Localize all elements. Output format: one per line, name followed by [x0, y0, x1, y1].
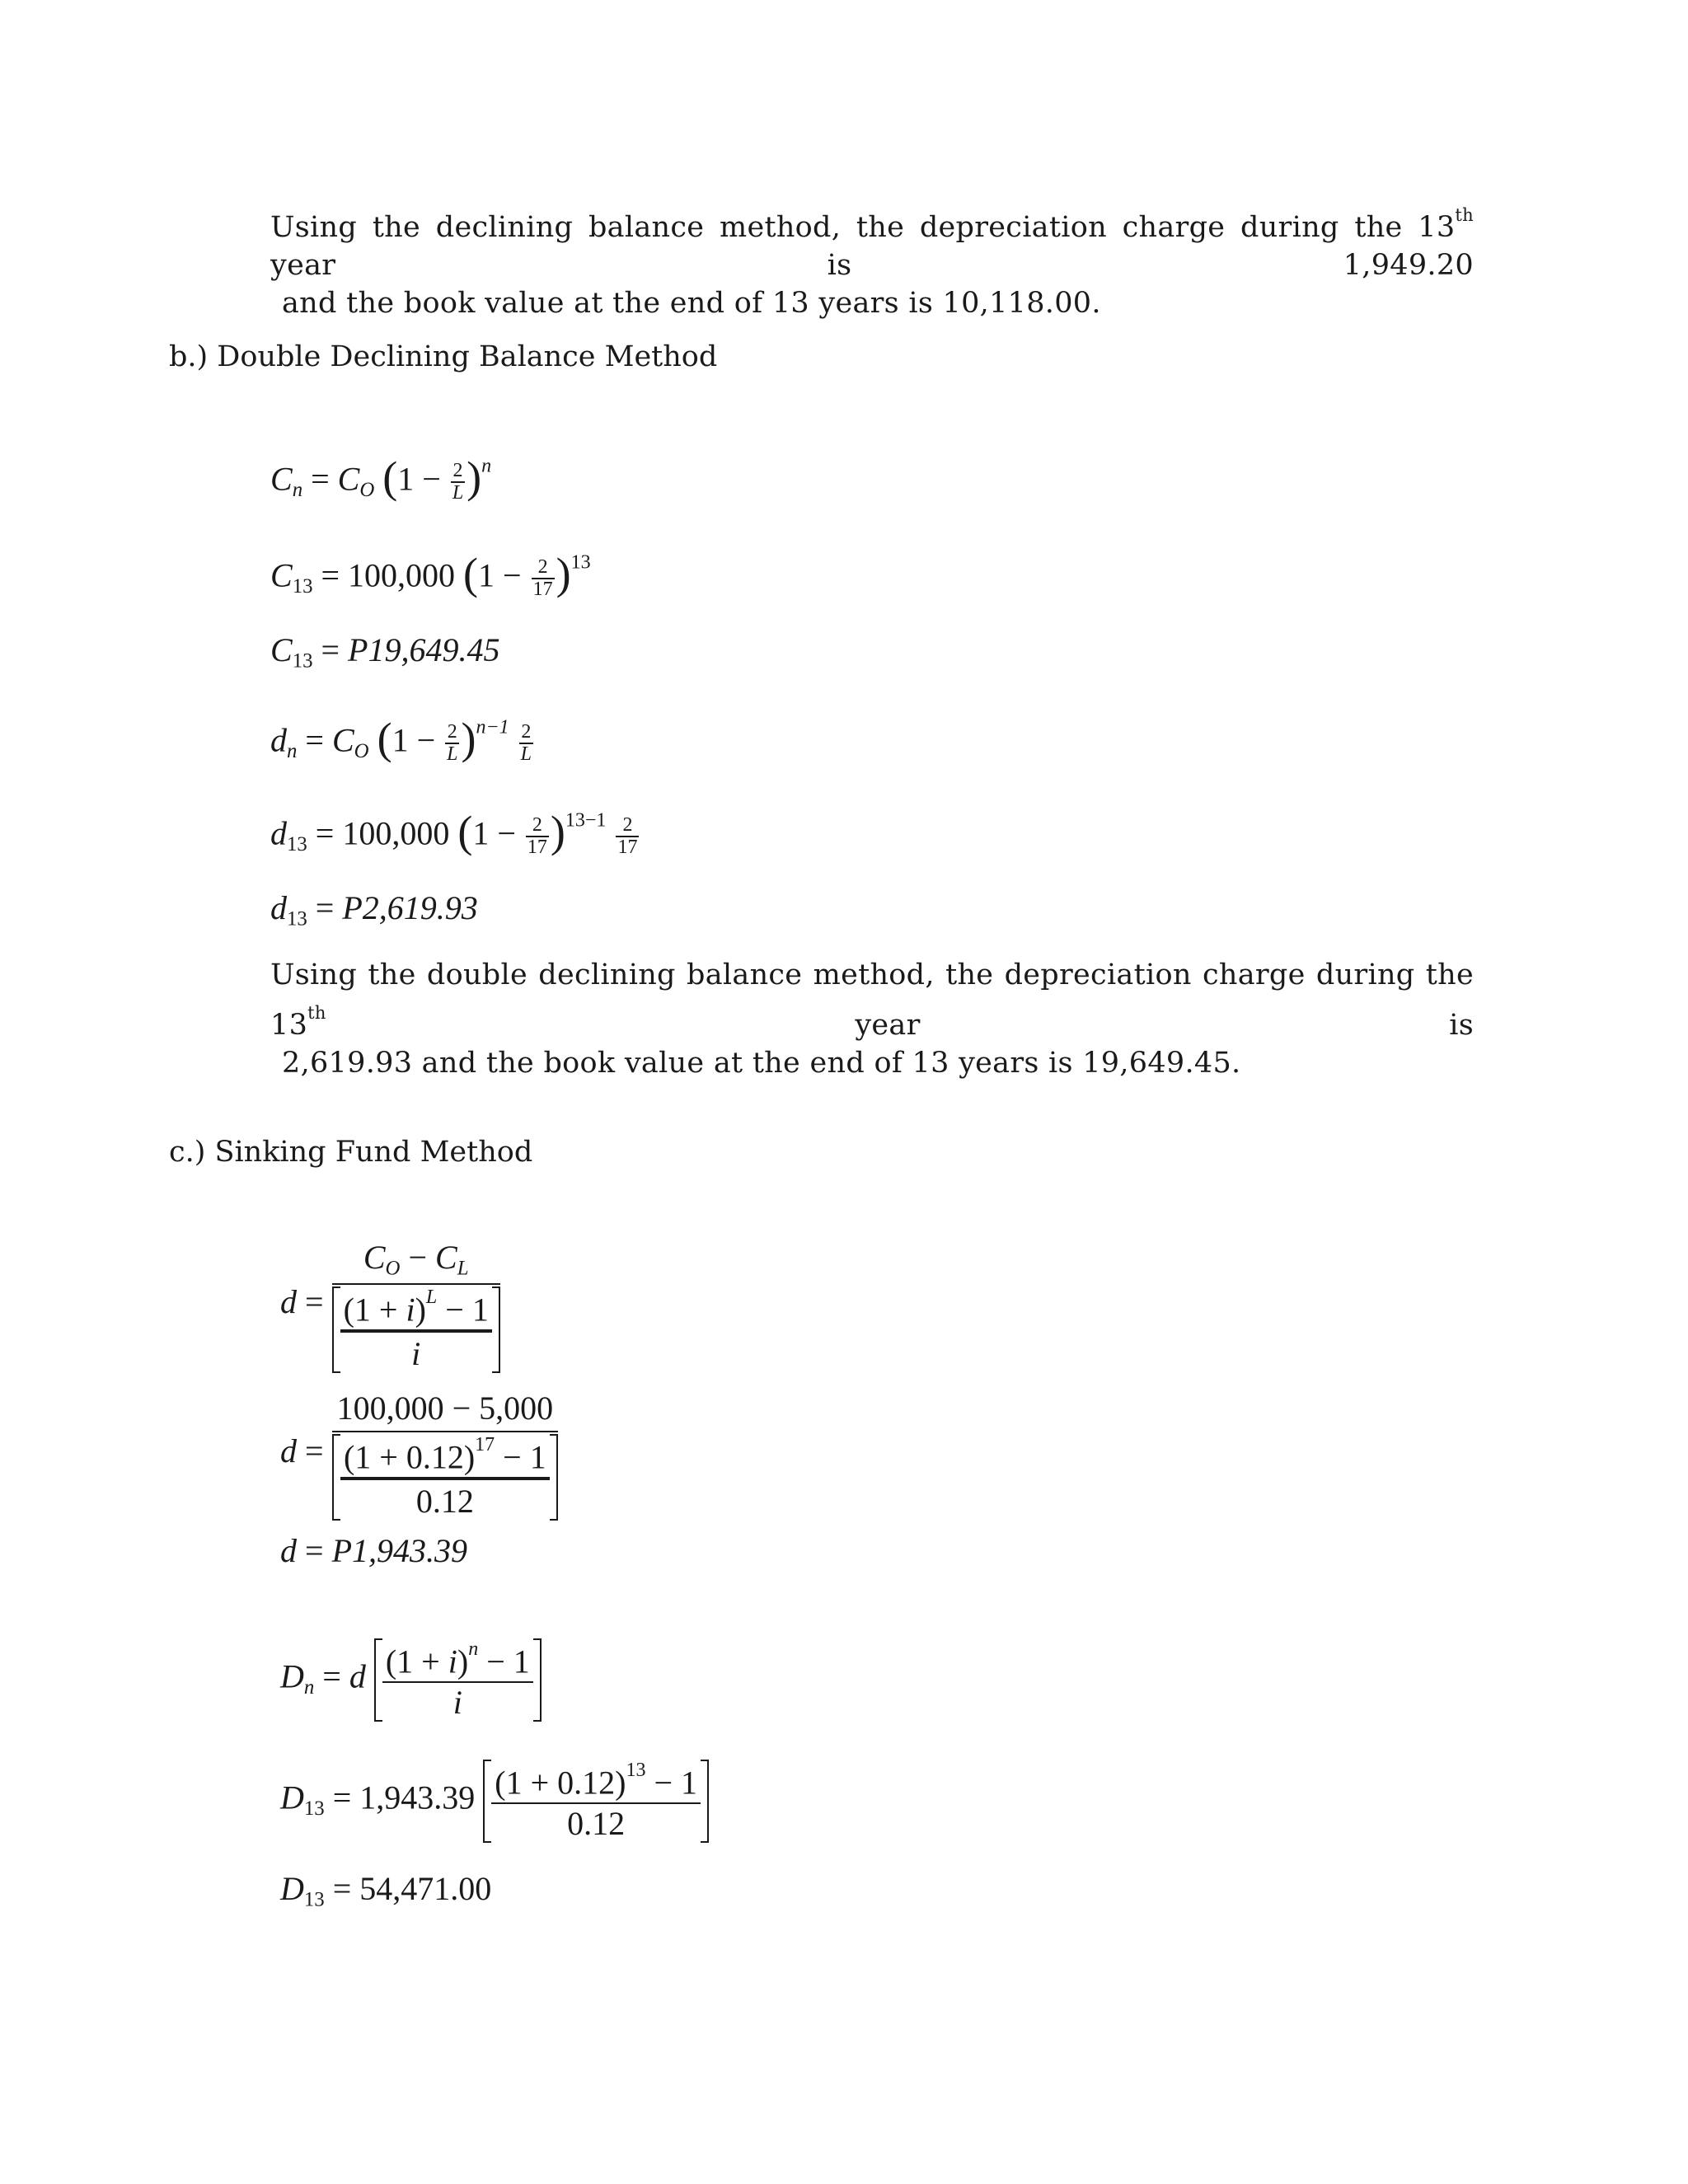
ddb-book-value-substitution: $C_{13} = 100,000$ (1 − $\frac{2}{17}$ )$^{13}$ [270, 549, 591, 601]
paragraph-line-2: and the book value at the end of 13 years is 10,118.00. [282, 286, 1101, 320]
paragraph-line-2: 2,619.93 and the book value at the end of 13 years is 19,649.45. [282, 1046, 1241, 1080]
sinking-fund-accumulated-formula: $D_n = d$ $\frac{(1 + i)^n - 1}{i}$ [280, 1638, 542, 1722]
paragraph-line-1: Using the double declining balance method, the depreciation charge during the 13th year is [270, 958, 1474, 1042]
sinking-fund-annual-deposit-result: d = P1,943.39 [280, 1532, 467, 1569]
sinking-fund-annual-deposit-formula: d = $\frac{C_O - C_L}{\frac{(1 + i)^L - 1}{i}}$ [280, 1238, 500, 1373]
section-b-heading: b.) Double Declining Balance Method [169, 340, 718, 373]
ddb-depreciation-substitution: $d_{13} = 100,000$ (1 − $\frac{2}{17}$ )$^{13-1}$ $\frac{2}{17}$ [270, 807, 638, 859]
ddb-conclusion [270, 956, 1474, 1082]
ddb-depreciation-result: $d_{13} = P2,619.93$ [270, 889, 478, 930]
sinking-fund-accumulated-substitution: $D_{13} = 1,943.39$ $\frac{(1 + 0.12)^{13} - 1}{0.12}$ [280, 1760, 709, 1843]
ddb-book-value-formula: $C_n = C_O$ (1 − $\frac{2}{L}$ )$^n$ [270, 452, 492, 504]
declining-balance-conclusion [270, 196, 1474, 322]
ddb-depreciation-formula: $d_n = C_O$ (1 − $\frac{2}{L}$ )$^{n-1}$ $\frac{2}{L}$ [270, 714, 532, 766]
ddb-book-value-result: $C_{13} = P19,649.45$ [270, 631, 500, 673]
paragraph-line-1: Using the declining balance method, the depreciation charge during the 13th year is 1,949.20 [270, 205, 1474, 282]
section-c-heading: c.) Sinking Fund Method [169, 1136, 533, 1169]
sinking-fund-accumulated-result: $D_{13} = 54,471.00$ [280, 1870, 492, 1911]
sinking-fund-annual-deposit-substitution: d = $\frac{100,000 - 5,000}{\frac{(1 + 0.12)^{17} - 1}{0.12}}$ [280, 1389, 558, 1521]
